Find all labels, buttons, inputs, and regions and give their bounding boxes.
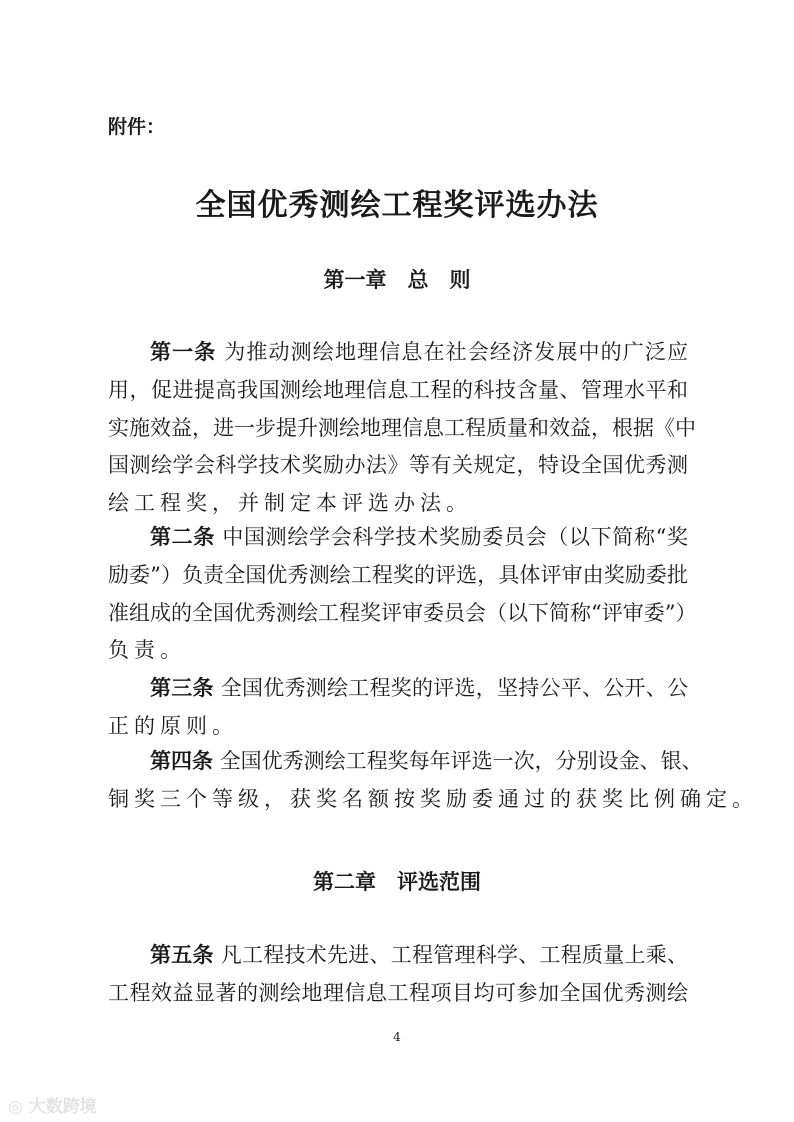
article-number: 第五条 bbox=[150, 943, 214, 967]
article-first-line bbox=[150, 940, 688, 970]
article-text: 工程效益显著的测绘地理信息工程项目均可参加全国优秀测绘 bbox=[108, 980, 688, 1005]
article-text: 全国优秀测绘工程奖的评选，坚持公平、公开、公 bbox=[220, 676, 689, 700]
article-line bbox=[108, 784, 758, 814]
article-first-line bbox=[150, 522, 688, 552]
article-text: 国测绘学会科学技术奖励办法》等有关规定，特设全国优秀测 bbox=[108, 453, 688, 478]
article-text: 凡工程技术先进、工程管理科学、工程质量上乘、 bbox=[220, 943, 689, 967]
article-line bbox=[108, 635, 688, 665]
page-number: 4 bbox=[393, 1030, 401, 1044]
article-text: 用，促进提高我国测绘地理信息工程的科技含量、管理水平和 bbox=[108, 377, 688, 402]
article-line bbox=[108, 375, 688, 405]
article-number: 第三条 bbox=[150, 676, 214, 700]
article-text: 励委”）负责全国优秀测绘工程奖的评选，具体评审由奖励委批 bbox=[108, 562, 688, 587]
article-text: 正的原则。 bbox=[108, 713, 238, 738]
article-line bbox=[108, 488, 688, 518]
article-line bbox=[108, 413, 696, 443]
article-line bbox=[108, 598, 697, 628]
document-title: 全国优秀测绘工程奖评选办法 bbox=[195, 188, 599, 223]
article-first-line bbox=[150, 673, 688, 703]
article-text: 实施效益，进一步提升测绘地理信息工程质量和效益，根据《中 bbox=[108, 415, 696, 440]
article-text: 负责。 bbox=[108, 638, 186, 663]
article-number: 第四条 bbox=[150, 749, 213, 773]
article-text: 铜奖三个等级，获奖名额按奖励委通过的获奖比例确定。 bbox=[108, 786, 758, 811]
article-line bbox=[108, 450, 688, 480]
article-text: 绘工程奖，并制定本评选办法。 bbox=[108, 491, 472, 516]
article-text: 全国优秀测绘工程奖每年评选一次，分别设金、银、 bbox=[219, 749, 703, 773]
article-number: 第一条 bbox=[150, 340, 217, 364]
watermark-logo: ◎ 大数跨境 bbox=[8, 1097, 97, 1117]
article-line bbox=[108, 978, 688, 1008]
article-first-line bbox=[150, 746, 703, 776]
article-text: 为推动测绘地理信息在社会经济发展中的广泛应 bbox=[224, 340, 689, 364]
article-line bbox=[108, 560, 688, 590]
chapter-1-heading: 第一章 总 则 bbox=[323, 268, 471, 292]
article-number: 第二条 bbox=[150, 525, 215, 549]
article-line bbox=[108, 711, 688, 741]
article-text: 准组成的全国优秀测绘工程奖评审委员会（以下简称“评审委”） bbox=[108, 600, 697, 625]
article-text: 中国测绘学会科学技术奖励委员会（以下简称“奖 bbox=[222, 525, 689, 549]
attachment-label: 附件： bbox=[108, 116, 166, 138]
article-first-line bbox=[150, 337, 688, 367]
chapter-2-heading: 第二章 评选范围 bbox=[313, 870, 481, 894]
